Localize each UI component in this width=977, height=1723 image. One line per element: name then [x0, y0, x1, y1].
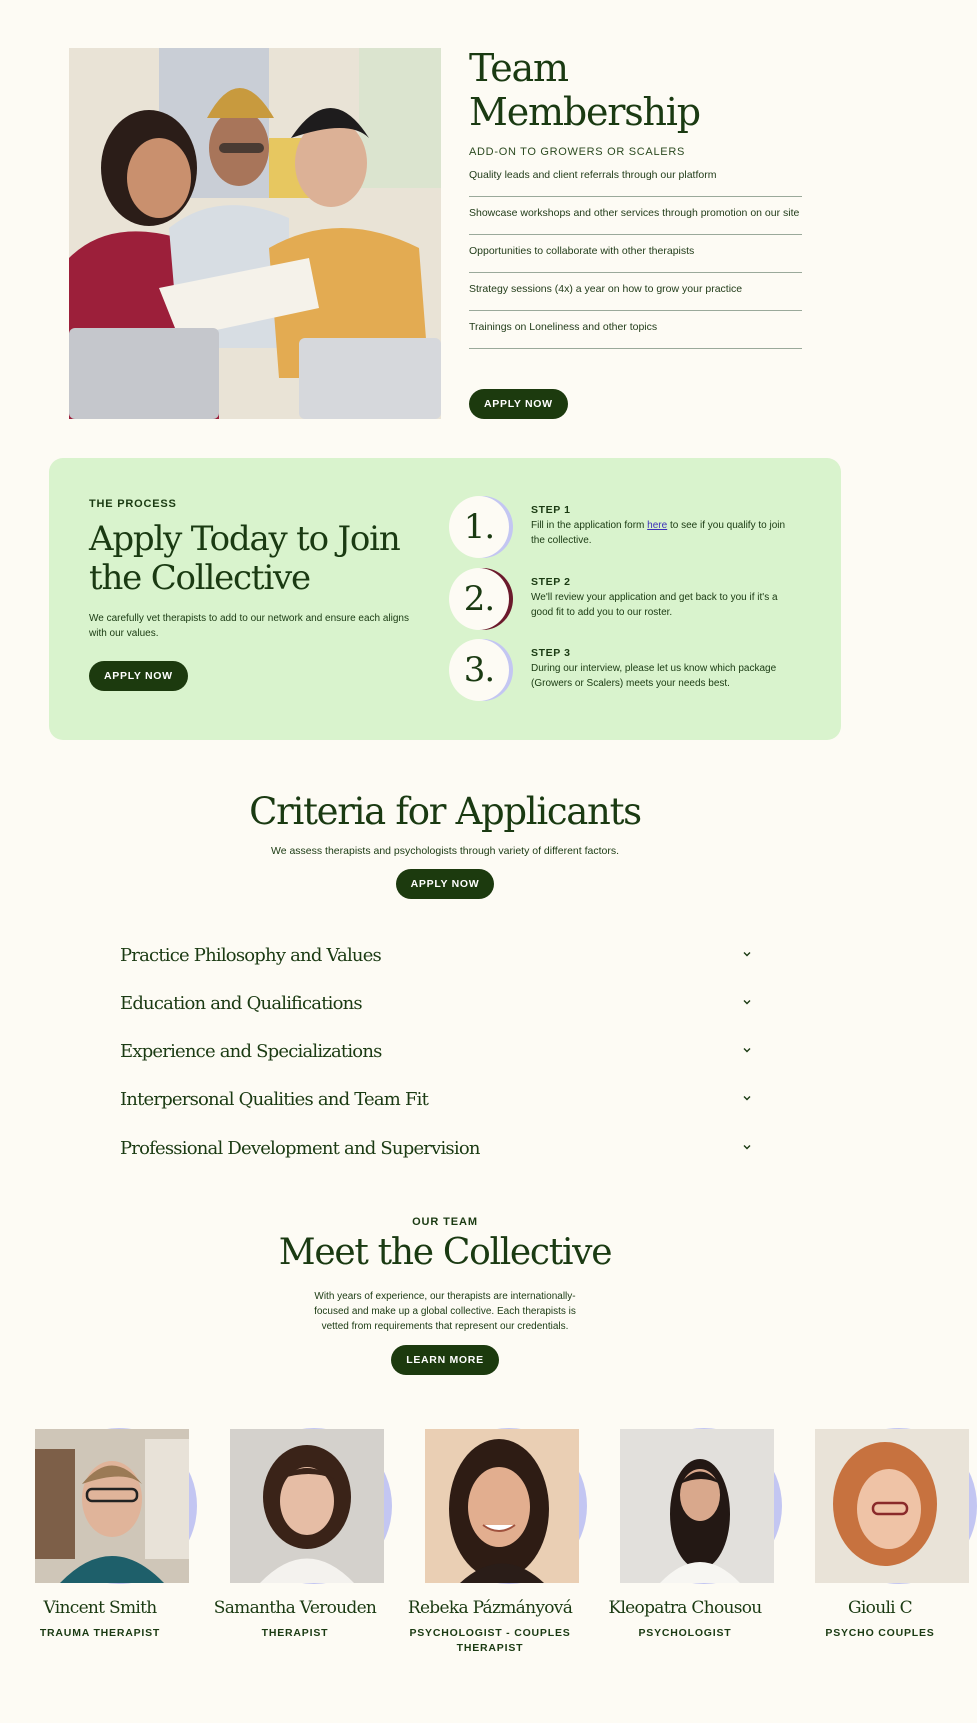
step-label: STEP 2 [531, 576, 571, 588]
step-text: We'll review your application and get back to you if it's a good fit to add you to our roster. [531, 592, 778, 618]
team-member-card[interactable] [595, 1428, 775, 1641]
process-apply-now-button[interactable]: APPLY NOW [89, 661, 188, 691]
member-name: Vincent Smith [43, 1598, 157, 1618]
accordion-item-experience[interactable] [120, 1041, 760, 1075]
process-description: We carefully vet therapists to add to our network and ensure each aligns with our values. [89, 613, 409, 639]
learn-more-button[interactable]: LEARN MORE [391, 1345, 499, 1375]
member-name: Samantha Verouden [213, 1598, 377, 1618]
avatar [425, 1429, 579, 1583]
process-title: Apply Today to Join the Collective [89, 519, 400, 598]
accordion-item-interpersonal[interactable] [120, 1089, 760, 1123]
team-description: With years of experience, our therapists are internationally-focused and make up a global collective. Each therapists is vetted from requirements that represent our credentials. [314, 1291, 576, 1332]
team-membership-photo [69, 48, 441, 419]
team-member-card[interactable] [10, 1428, 190, 1641]
member-role: PSYCHO COUPLES [825, 1627, 935, 1639]
team-member-card[interactable] [400, 1428, 580, 1655]
accordion-item-practice-philosophy[interactable] [120, 945, 760, 979]
criteria-apply-now-button[interactable]: APPLY NOW [396, 869, 495, 899]
step-label: STEP 1 [531, 504, 571, 516]
member-role: PSYCHOLOGIST - COUPLES THERAPIST [409, 1627, 571, 1654]
list-item: Showcase workshops and other services through promotion on our site [469, 197, 802, 235]
accordion-item-professional-development[interactable] [120, 1138, 760, 1172]
membership-apply-now-button[interactable]: APPLY NOW [469, 389, 568, 419]
accordion-label: Education and Qualifications [120, 993, 362, 1014]
accordion-label: Experience and Specializations [120, 1041, 382, 1062]
list-item: Quality leads and client referrals through our platform [469, 168, 802, 197]
step-number: 1. [449, 496, 509, 558]
process-step-2 [449, 568, 829, 632]
accordion-item-education[interactable] [120, 993, 760, 1027]
list-item: Trainings on Loneliness and other topics [469, 311, 802, 349]
member-role: PSYCHOLOGIST [638, 1627, 732, 1639]
criteria-title: Criteria for Applicants [249, 790, 641, 833]
avatar [815, 1429, 969, 1583]
application-form-link[interactable]: here [647, 520, 668, 531]
member-portrait [35, 1428, 197, 1588]
process-section [49, 458, 841, 740]
team-member-card[interactable] [205, 1428, 385, 1641]
criteria-button-wrap [0, 869, 890, 899]
team-membership-title: Team Membership [469, 46, 700, 134]
accordion-label: Practice Philosophy and Values [120, 945, 381, 966]
member-name: Rebeka Pázmányová [407, 1598, 573, 1618]
accordion-label: Professional Development and Supervision [120, 1138, 480, 1159]
member-portrait [620, 1428, 782, 1588]
chevron-down-icon [742, 997, 752, 1007]
member-portrait [230, 1428, 392, 1588]
list-item: Opportunities to collaborate with other therapists [469, 235, 802, 273]
step-number-badge [449, 496, 513, 560]
membership-benefits-list [469, 168, 802, 349]
team-eyebrow: OUR TEAM [412, 1216, 478, 1228]
member-name: Kleopatra Chousou [608, 1598, 762, 1618]
step-number: 3. [449, 639, 509, 701]
step-text [531, 518, 791, 548]
member-role: TRAUMA THERAPIST [39, 1627, 161, 1639]
step-number-badge [449, 639, 513, 703]
step-text-part: Fill in the application form [531, 520, 648, 531]
avatar [230, 1429, 384, 1583]
process-eyebrow: THE PROCESS [89, 498, 177, 510]
team-title: Meet the Collective [278, 1232, 612, 1273]
chevron-down-icon [742, 949, 752, 959]
process-step-1 [449, 496, 829, 560]
accordion-label: Interpersonal Qualities and Team Fit [120, 1089, 429, 1110]
member-role: THERAPIST [261, 1627, 329, 1639]
team-button-wrap [0, 1345, 890, 1375]
team-membership-subtitle: ADD-ON TO GROWERS OR SCALERS [469, 146, 685, 158]
step-text-part: to see if you qualify to join the collective. [531, 520, 786, 546]
step-number-badge [449, 568, 513, 632]
chevron-down-icon [742, 1142, 752, 1152]
chevron-down-icon [742, 1093, 752, 1103]
process-step-3 [449, 639, 829, 703]
step-number: 2. [449, 568, 509, 630]
criteria-subtitle: We assess therapists and psychologists through variety of different factors. [270, 845, 620, 857]
list-item: Strategy sessions (4x) a year on how to grow your practice [469, 273, 802, 311]
avatar [620, 1429, 774, 1583]
team-membership-content [469, 46, 802, 349]
avatar [35, 1429, 189, 1583]
member-portrait [425, 1428, 587, 1588]
step-label: STEP 3 [531, 647, 571, 659]
member-name: Giouli C [848, 1598, 912, 1618]
team-member-card[interactable] [790, 1428, 970, 1641]
chevron-down-icon [742, 1045, 752, 1055]
step-text: During our interview, please let us know which package (Growers or Scalers) meets your needs best. [531, 663, 777, 689]
member-portrait [815, 1428, 977, 1588]
